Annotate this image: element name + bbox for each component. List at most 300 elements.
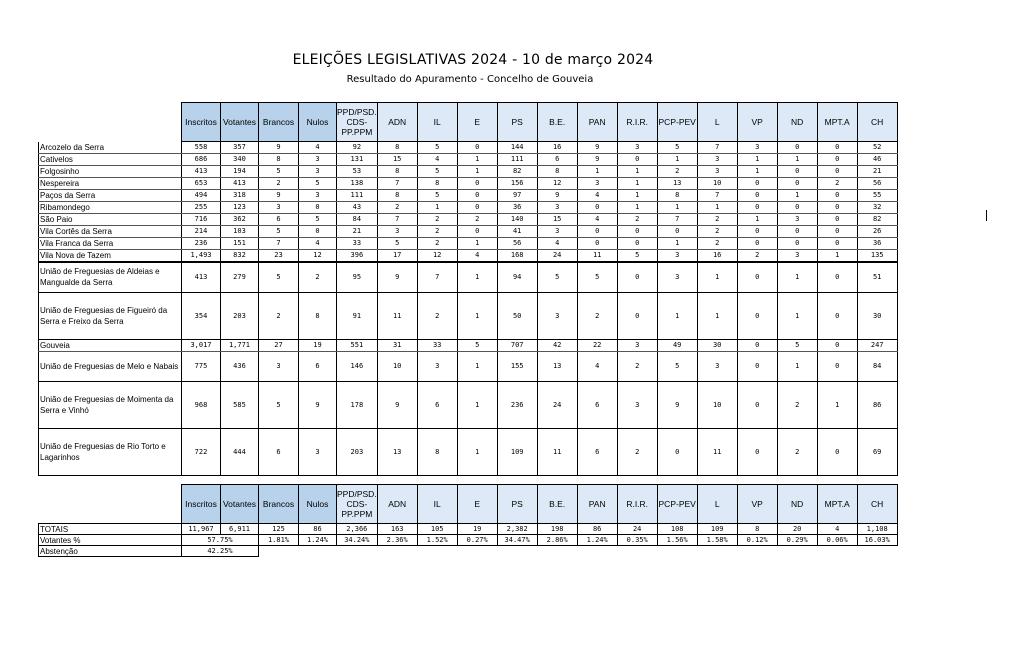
- vote-count: 3: [299, 153, 337, 165]
- vote-count: 0: [817, 213, 857, 225]
- column-header: IL: [417, 103, 457, 142]
- vote-count: 1: [617, 189, 657, 201]
- vote-count: 5: [259, 165, 299, 177]
- vote-count: 4: [577, 189, 617, 201]
- vote-count: 42: [537, 339, 577, 351]
- vote-count: 1: [657, 237, 697, 249]
- table-row: [39, 213, 898, 225]
- empty-cell: [737, 546, 777, 557]
- vote-count: 8: [657, 189, 697, 201]
- vote-count: 3: [697, 153, 737, 165]
- vote-count: 24: [537, 381, 577, 428]
- vote-count: 6: [259, 428, 299, 475]
- column-header: L: [697, 485, 737, 524]
- table-row: [39, 189, 898, 201]
- vote-count: 3: [299, 428, 337, 475]
- vote-count: 135: [857, 249, 897, 262]
- vote-count: 0: [737, 339, 777, 351]
- column-header: Nulos: [299, 485, 337, 524]
- vote-count: 123: [221, 201, 259, 213]
- vote-count: 0: [657, 428, 697, 475]
- parish-name: Vila Nova de Tazem: [39, 249, 182, 262]
- percent-value: 1.24%: [299, 535, 337, 546]
- column-header: ADN: [377, 485, 417, 524]
- vote-count: 247: [857, 339, 897, 351]
- parish-name: Folgosinho: [39, 165, 182, 177]
- vote-count: 716: [182, 213, 221, 225]
- vote-count: 9: [377, 381, 417, 428]
- vote-count: 6: [537, 153, 577, 165]
- vote-count: 95: [337, 262, 378, 293]
- vote-count: 97: [497, 189, 537, 201]
- column-header: CH: [857, 485, 897, 524]
- vote-count: 775: [182, 351, 221, 381]
- vote-count: 340: [221, 153, 259, 165]
- total-value: 2,382: [497, 524, 537, 535]
- vote-count: 2: [377, 201, 417, 213]
- parish-name: Nespereira: [39, 177, 182, 189]
- vote-count: 7: [377, 213, 417, 225]
- vote-count: 1: [417, 201, 457, 213]
- parish-name: Gouveia: [39, 339, 182, 351]
- vote-count: 0: [577, 201, 617, 213]
- empty-cell: [497, 546, 537, 557]
- vote-count: 1: [457, 237, 497, 249]
- vote-count: 1,771: [221, 339, 259, 351]
- percent-value: 34.24%: [337, 535, 378, 546]
- vote-count: 168: [497, 249, 537, 262]
- vote-count: 0: [817, 351, 857, 381]
- vote-count: 0: [817, 189, 857, 201]
- vote-count: 494: [182, 189, 221, 201]
- vote-count: 33: [337, 237, 378, 249]
- vote-count: 92: [337, 142, 378, 154]
- vote-count: 9: [377, 262, 417, 293]
- column-header: L: [697, 103, 737, 142]
- vote-count: 178: [337, 381, 378, 428]
- vote-count: 5: [577, 262, 617, 293]
- total-value: 8: [737, 524, 777, 535]
- vote-count: 194: [221, 165, 259, 177]
- empty-cell: [617, 546, 657, 557]
- vote-count: 15: [377, 153, 417, 165]
- vote-count: 4: [457, 249, 497, 262]
- table-row: [39, 339, 898, 351]
- vote-count: 8: [377, 142, 417, 154]
- total-value: 19: [457, 524, 497, 535]
- table-row: [39, 225, 898, 237]
- vote-count: 82: [857, 213, 897, 225]
- vote-count: 0: [577, 225, 617, 237]
- page-subtitle: Resultado do Apuramento - Concelho de Gouveia: [346, 74, 594, 85]
- vote-count: 3: [299, 189, 337, 201]
- vote-count: 0: [737, 189, 777, 201]
- vote-count: 4: [299, 142, 337, 154]
- column-header: ND: [777, 485, 817, 524]
- column-header: Inscritos: [182, 485, 221, 524]
- vote-count: 1: [657, 292, 697, 339]
- parish-name: União de Freguesias de Figueiró da Serra e Freixo da Serra: [39, 292, 182, 339]
- vote-count: 138: [337, 177, 378, 189]
- vote-count: 0: [299, 225, 337, 237]
- vote-count: 722: [182, 428, 221, 475]
- vote-count: 686: [182, 153, 221, 165]
- vote-count: 0: [577, 237, 617, 249]
- vote-count: 49: [657, 339, 697, 351]
- vote-count: 5: [657, 351, 697, 381]
- vote-count: 5: [377, 237, 417, 249]
- vote-count: 2: [417, 237, 457, 249]
- table-row: [39, 262, 898, 293]
- column-header: R.I.R.: [617, 485, 657, 524]
- vote-count: 56: [857, 177, 897, 189]
- vote-count: 0: [737, 351, 777, 381]
- total-value: 24: [617, 524, 657, 535]
- vote-count: 3: [777, 213, 817, 225]
- column-header: MPT.A: [817, 485, 857, 524]
- vote-count: 43: [337, 201, 378, 213]
- vote-count: 0: [617, 225, 657, 237]
- empty-cell: [657, 546, 697, 557]
- vote-count: 7: [697, 142, 737, 154]
- total-value: 86: [577, 524, 617, 535]
- vote-count: 3: [259, 351, 299, 381]
- vote-count: 155: [497, 351, 537, 381]
- vote-count: 8: [299, 292, 337, 339]
- percent-value: 1.58%: [697, 535, 737, 546]
- vote-count: 0: [457, 189, 497, 201]
- vote-count: 151: [221, 237, 259, 249]
- vote-count: 0: [617, 262, 657, 293]
- vote-count: 1: [697, 201, 737, 213]
- vote-count: 36: [497, 201, 537, 213]
- vote-count: 6: [299, 351, 337, 381]
- total-value: 163: [377, 524, 417, 535]
- vote-count: 82: [497, 165, 537, 177]
- vote-count: 0: [737, 201, 777, 213]
- totals-row: [39, 524, 898, 535]
- vote-count: 5: [657, 142, 697, 154]
- column-header: PCP-PEV: [657, 485, 697, 524]
- vote-count: 5: [299, 177, 337, 189]
- column-header: IL: [417, 485, 457, 524]
- vote-count: 30: [697, 339, 737, 351]
- results-table: [38, 102, 898, 476]
- vote-count: 4: [299, 237, 337, 249]
- vote-count: 4: [417, 153, 457, 165]
- vote-count: 0: [817, 428, 857, 475]
- vote-count: 3: [617, 339, 657, 351]
- vote-count: 832: [221, 249, 259, 262]
- vote-count: 4: [537, 237, 577, 249]
- vote-count: 69: [857, 428, 897, 475]
- vote-count: 203: [337, 428, 378, 475]
- vote-count: 1: [817, 249, 857, 262]
- table-row: [39, 428, 898, 475]
- vote-count: 0: [737, 177, 777, 189]
- vote-count: 0: [617, 153, 657, 165]
- votantes-percent: 57.75%: [182, 535, 259, 546]
- total-value: 20: [777, 524, 817, 535]
- table-row: [39, 237, 898, 249]
- abstencao-label: Abstenção: [39, 546, 182, 557]
- vote-count: 156: [497, 177, 537, 189]
- vote-count: 1: [457, 351, 497, 381]
- vote-count: 396: [337, 249, 378, 262]
- percent-value: 34.47%: [497, 535, 537, 546]
- vote-count: 7: [657, 213, 697, 225]
- vote-count: 1: [777, 262, 817, 293]
- parish-name: Cativelos: [39, 153, 182, 165]
- vote-count: 1: [697, 292, 737, 339]
- vote-count: 2: [737, 249, 777, 262]
- vote-count: 22: [577, 339, 617, 351]
- column-header: Brancos: [259, 485, 299, 524]
- vote-count: 413: [221, 177, 259, 189]
- vote-count: 111: [337, 189, 378, 201]
- column-header: Brancos: [259, 103, 299, 142]
- percent-value: 2.36%: [377, 535, 417, 546]
- vote-count: 444: [221, 428, 259, 475]
- vote-count: 0: [737, 428, 777, 475]
- vote-count: 0: [457, 201, 497, 213]
- column-header: PAN: [577, 485, 617, 524]
- vote-count: 9: [537, 189, 577, 201]
- vote-count: 0: [617, 292, 657, 339]
- vote-count: 91: [337, 292, 378, 339]
- vote-count: 0: [777, 201, 817, 213]
- vote-count: 3: [577, 177, 617, 189]
- parish-name: Vila Franca da Serra: [39, 237, 182, 249]
- vote-count: 0: [457, 142, 497, 154]
- percent-value: 2.86%: [537, 535, 577, 546]
- vote-count: 1: [777, 351, 817, 381]
- vote-count: 1: [457, 153, 497, 165]
- percent-value: 0.06%: [817, 535, 857, 546]
- vote-count: 0: [737, 381, 777, 428]
- vote-count: 12: [299, 249, 337, 262]
- vote-count: 3: [697, 351, 737, 381]
- vote-count: 653: [182, 177, 221, 189]
- vote-count: 413: [182, 262, 221, 293]
- vote-count: 2: [417, 292, 457, 339]
- total-value: 11,967: [182, 524, 221, 535]
- header-blank-cell: [39, 103, 182, 142]
- vote-count: 9: [259, 189, 299, 201]
- vote-count: 5: [417, 142, 457, 154]
- vote-count: 5: [417, 189, 457, 201]
- column-header: ADN: [377, 103, 417, 142]
- empty-cell: [377, 546, 417, 557]
- vote-count: 3: [537, 201, 577, 213]
- header-blank-cell: [39, 485, 182, 524]
- vote-count: 5: [457, 339, 497, 351]
- column-header: PS: [497, 485, 537, 524]
- vote-count: 0: [457, 225, 497, 237]
- vote-count: 7: [259, 237, 299, 249]
- vote-count: 144: [497, 142, 537, 154]
- vote-count: 21: [337, 225, 378, 237]
- parish-name: Paços da Serra: [39, 189, 182, 201]
- vote-count: 2: [697, 213, 737, 225]
- vote-count: 0: [737, 237, 777, 249]
- vote-count: 50: [497, 292, 537, 339]
- empty-cell: [777, 546, 817, 557]
- vote-count: 2: [259, 292, 299, 339]
- parish-name: União de Freguesias de Moimenta da Serra e Vinhó: [39, 381, 182, 428]
- vote-count: 1,493: [182, 249, 221, 262]
- vote-count: 1: [657, 201, 697, 213]
- vote-count: 46: [857, 153, 897, 165]
- vote-count: 3,017: [182, 339, 221, 351]
- vote-count: 3: [777, 249, 817, 262]
- totals-table: [38, 484, 898, 557]
- percent-value: 1.52%: [417, 535, 457, 546]
- parish-name: Ribamondego: [39, 201, 182, 213]
- vote-count: 33: [417, 339, 457, 351]
- vote-count: 5: [777, 339, 817, 351]
- total-value: 125: [259, 524, 299, 535]
- vote-count: 19: [299, 339, 337, 351]
- vote-count: 36: [857, 237, 897, 249]
- total-value: 6,911: [221, 524, 259, 535]
- vote-count: 0: [777, 237, 817, 249]
- vote-count: 4: [577, 351, 617, 381]
- column-header: VP: [737, 485, 777, 524]
- vote-count: 1: [697, 262, 737, 293]
- vote-count: 53: [337, 165, 378, 177]
- column-header: R.I.R.: [617, 103, 657, 142]
- vote-count: 1: [457, 428, 497, 475]
- table-row: [39, 381, 898, 428]
- vote-count: 56: [497, 237, 537, 249]
- vote-count: 0: [737, 292, 777, 339]
- vote-count: 109: [497, 428, 537, 475]
- empty-cell: [537, 546, 577, 557]
- parish-name: Vila Cortês da Serra: [39, 225, 182, 237]
- table-row: [39, 292, 898, 339]
- vote-count: 2: [777, 428, 817, 475]
- vote-count: 146: [337, 351, 378, 381]
- abstencao-percent: 42.25%: [182, 546, 259, 557]
- table-row: [39, 153, 898, 165]
- vote-count: 413: [182, 165, 221, 177]
- vote-count: 7: [377, 177, 417, 189]
- percent-value: 16.03%: [857, 535, 897, 546]
- table-row: [39, 351, 898, 381]
- vote-count: 1: [737, 165, 777, 177]
- vote-count: 10: [377, 351, 417, 381]
- empty-cell: [577, 546, 617, 557]
- vote-count: 84: [857, 351, 897, 381]
- column-header: E: [457, 103, 497, 142]
- vote-count: 9: [577, 153, 617, 165]
- vote-count: 17: [377, 249, 417, 262]
- vote-count: 11: [577, 249, 617, 262]
- vote-count: 13: [657, 177, 697, 189]
- vote-count: 103: [221, 225, 259, 237]
- vote-count: 10: [697, 381, 737, 428]
- vote-count: 32: [857, 201, 897, 213]
- vote-count: 1: [457, 165, 497, 177]
- vote-count: 1: [617, 165, 657, 177]
- vote-count: 318: [221, 189, 259, 201]
- abstencao-row: [39, 546, 898, 557]
- vote-count: 2: [617, 351, 657, 381]
- vote-count: 0: [817, 201, 857, 213]
- vote-count: 0: [817, 237, 857, 249]
- vote-count: 0: [777, 142, 817, 154]
- vote-count: 1: [817, 381, 857, 428]
- vote-count: 279: [221, 262, 259, 293]
- column-header: PAN: [577, 103, 617, 142]
- vote-count: 140: [497, 213, 537, 225]
- vote-count: 55: [857, 189, 897, 201]
- vote-count: 0: [817, 153, 857, 165]
- column-header: Nulos: [299, 103, 337, 142]
- vote-count: 9: [299, 381, 337, 428]
- vote-count: 362: [221, 213, 259, 225]
- page-title: ELEIÇÕES LEGISLATIVAS 2024 - 10 de março 2024: [292, 52, 654, 68]
- vote-count: 30: [857, 292, 897, 339]
- vote-count: 2: [697, 225, 737, 237]
- vote-count: 23: [259, 249, 299, 262]
- vote-count: 13: [377, 428, 417, 475]
- empty-cell: [857, 546, 897, 557]
- vote-count: 5: [259, 262, 299, 293]
- vote-count: 3: [657, 262, 697, 293]
- vote-count: 6: [417, 381, 457, 428]
- total-value: 86: [299, 524, 337, 535]
- empty-cell: [697, 546, 737, 557]
- vote-count: 6: [259, 213, 299, 225]
- vote-count: 3: [537, 225, 577, 237]
- vote-count: 0: [777, 177, 817, 189]
- column-header: Inscritos: [182, 103, 221, 142]
- vote-count: 1: [617, 201, 657, 213]
- vote-count: 1: [777, 292, 817, 339]
- column-header: PCP-PEV: [657, 103, 697, 142]
- vote-count: 707: [497, 339, 537, 351]
- empty-cell: [817, 546, 857, 557]
- vote-count: 0: [737, 225, 777, 237]
- total-value: 4: [817, 524, 857, 535]
- vote-count: 354: [182, 292, 221, 339]
- vote-count: 0: [817, 165, 857, 177]
- vote-count: 2: [417, 225, 457, 237]
- vote-count: 2: [417, 213, 457, 225]
- column-header: B.E.: [537, 485, 577, 524]
- vote-count: 8: [377, 165, 417, 177]
- empty-cell: [299, 546, 337, 557]
- vote-count: 11: [537, 428, 577, 475]
- vote-count: 13: [537, 351, 577, 381]
- empty-cell: [417, 546, 457, 557]
- table-row: [39, 142, 898, 154]
- vote-count: 1: [777, 189, 817, 201]
- vote-count: 0: [617, 237, 657, 249]
- text-cursor: [986, 210, 987, 221]
- vote-count: 2: [259, 177, 299, 189]
- vote-count: 0: [737, 262, 777, 293]
- vote-count: 8: [537, 165, 577, 177]
- vote-count: 94: [497, 262, 537, 293]
- vote-count: 9: [577, 142, 617, 154]
- empty-cell: [337, 546, 378, 557]
- percent-value: 1.24%: [577, 535, 617, 546]
- vote-count: 10: [697, 177, 737, 189]
- column-header: MPT.A: [817, 103, 857, 142]
